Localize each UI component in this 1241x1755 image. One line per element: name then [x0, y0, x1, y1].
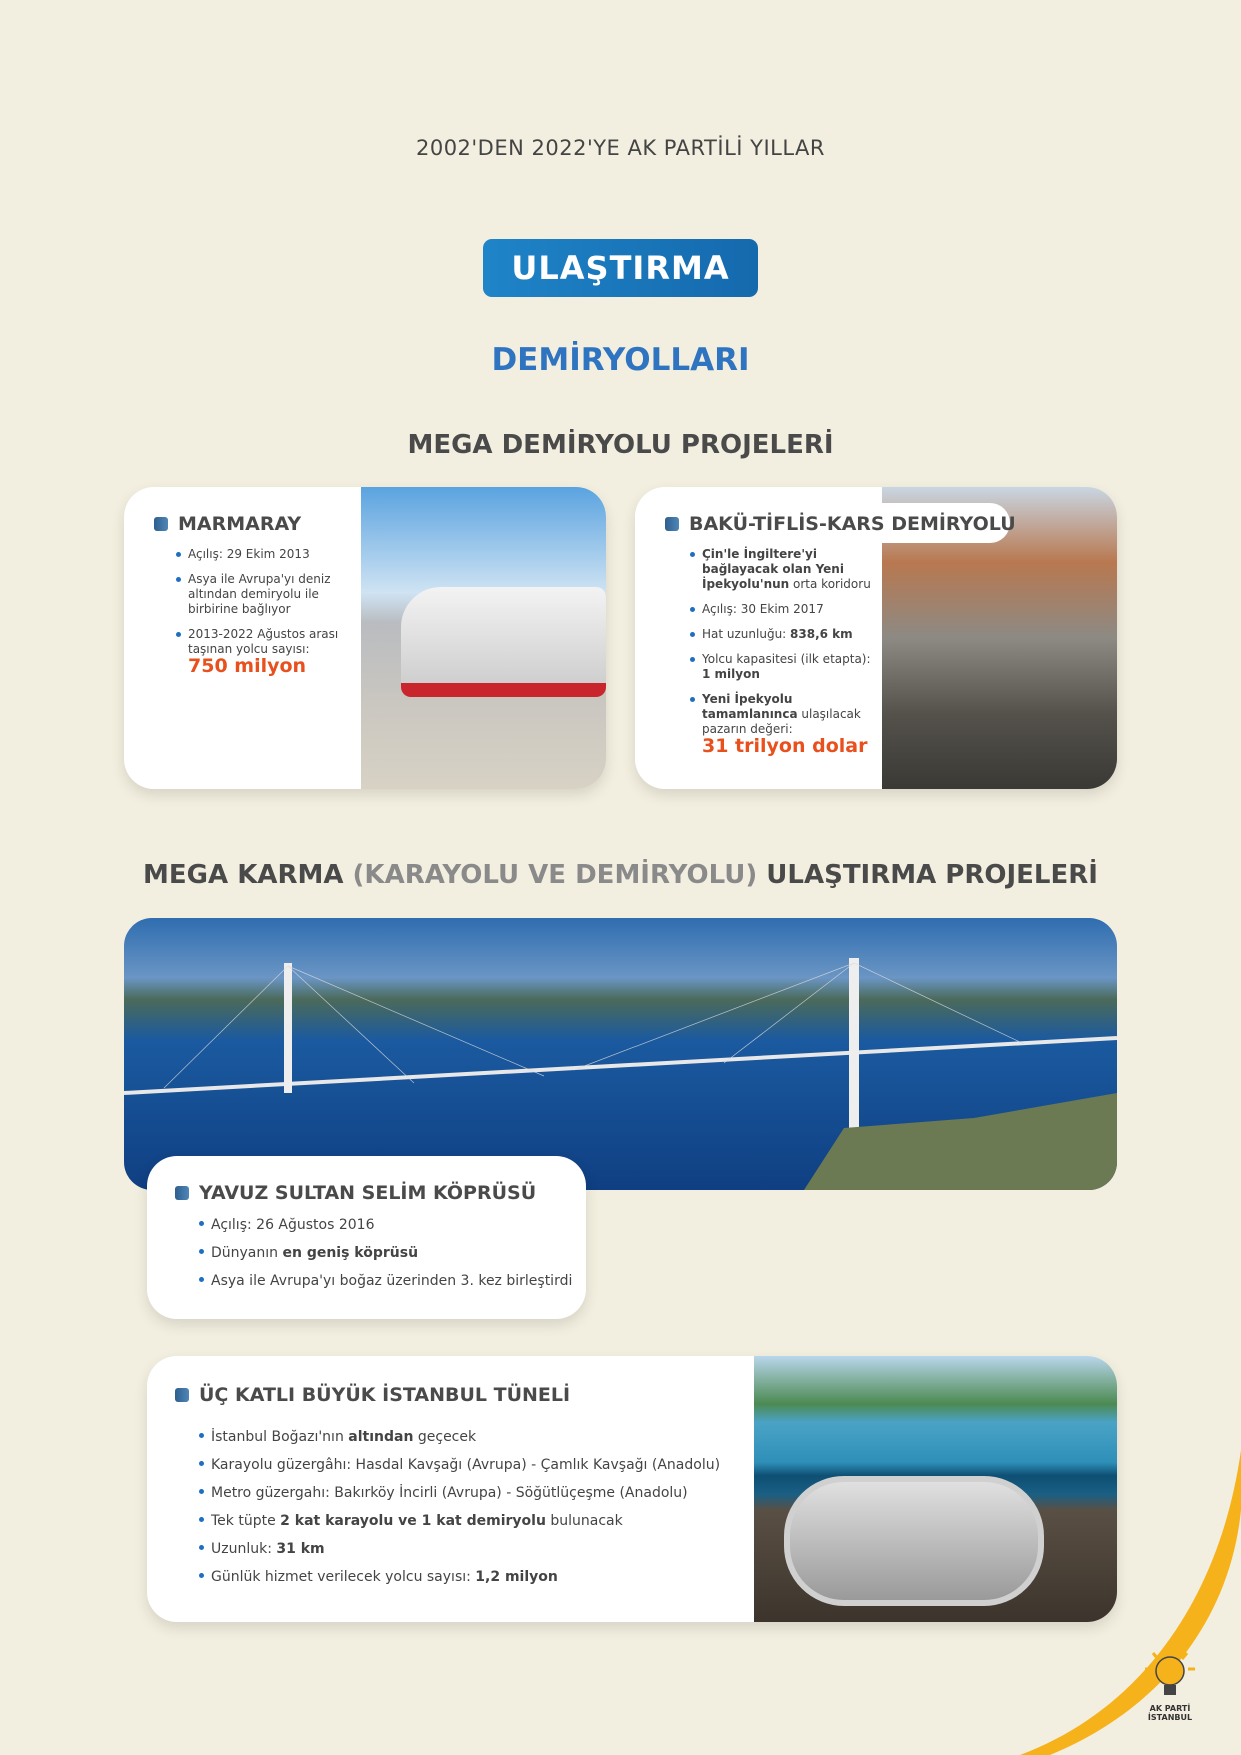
- list-item: Açılış: 26 Ağustos 2016: [199, 1216, 579, 1234]
- list-item: Çin'le İngiltere'yi bağlayacak olan Yeni İpekyolu'nun orta koridoru: [690, 547, 875, 592]
- square-bullet-icon: [154, 517, 168, 531]
- square-bullet-icon: [665, 517, 679, 531]
- list-item: Açılış: 30 Ekim 2017: [690, 602, 875, 617]
- lightbulb-icon: [1145, 1645, 1195, 1700]
- list-item: Yolcu kapasitesi (ilk etapta): 1 milyon: [690, 652, 875, 682]
- list-item: Uzunluk: 31 km: [199, 1540, 759, 1558]
- ak-parti-logo: AK PARTİ İSTANBUL: [1140, 1645, 1200, 1722]
- list-item: Tek tüpte 2 kat karayolu ve 1 kat demiryolu bulunacak: [199, 1512, 759, 1530]
- tunnel-tube: [784, 1476, 1044, 1606]
- tunnel-title: ÜÇ KATLI BÜYÜK İSTANBUL TÜNELİ: [175, 1384, 570, 1406]
- list-item: İstanbul Boğazı'nın altından geçecek: [199, 1428, 759, 1446]
- square-bullet-icon: [175, 1186, 189, 1200]
- section-badge: ULAŞTIRMA: [483, 239, 758, 297]
- yavuz-bridge-photo: [124, 918, 1117, 1190]
- btk-card: [635, 487, 1117, 789]
- list-item: Günlük hizmet verilecek yolcu sayısı: 1,2 milyon: [199, 1568, 759, 1586]
- yavuz-title: YAVUZ SULTAN SELİM KÖPRÜSÜ: [175, 1182, 536, 1204]
- list-item: Asya ile Avrupa'yı boğaz üzerinden 3. kez birleştirdi: [199, 1272, 579, 1290]
- market-value: 31 trilyon dolar: [702, 735, 868, 757]
- square-bullet-icon: [175, 1388, 189, 1402]
- train-shape: [401, 587, 606, 697]
- marmaray-card: [124, 487, 606, 789]
- mega-mixed-heading: MEGA KARMA (KARAYOLU VE DEMİRYOLU) ULAŞTIRMA PROJELERİ: [143, 860, 1098, 890]
- yavuz-card: [147, 1156, 586, 1319]
- list-item: Açılış: 29 Ekim 2013: [176, 547, 346, 562]
- list-item: Yeni İpekyolu tamamlanınca ulaşılacak pazarın değeri: 31 trilyon dolar: [690, 692, 875, 754]
- passenger-count: 750 milyon: [188, 655, 307, 677]
- tunnel-cross-section-photo: [754, 1356, 1117, 1622]
- marmaray-train-photo: [361, 487, 606, 789]
- list-item: Metro güzergahı: Bakırköy İncirli (Avrupa) - Söğütlüçeşme (Anadolu): [199, 1484, 759, 1502]
- list-item: 2013-2022 Ağustos arası taşınan yolcu sayısı: 750 milyon: [176, 627, 346, 674]
- page-subtitle: 2002'DEN 2022'YE AK PARTİLİ YILLAR: [415, 136, 826, 160]
- list-item: Dünyanın en geniş köprüsü: [199, 1244, 579, 1262]
- category-title: DEMİRYOLLARI: [491, 342, 750, 378]
- list-item: Asya ile Avrupa'yı deniz altından demiryolu ile birbirine bağlıyor: [176, 572, 346, 617]
- btk-title: BAKÜ-TİFLİS-KARS DEMİRYOLU: [665, 513, 1016, 535]
- bridge-drawing: [124, 918, 1117, 1190]
- list-item: Karayolu güzergâhı: Hasdal Kavşağı (Avrupa) - Çamlık Kavşağı (Anadolu): [199, 1456, 759, 1474]
- marmaray-title: MARMARAY: [154, 513, 301, 535]
- tunnel-card: [147, 1356, 1117, 1622]
- list-item: Hat uzunluğu: 838,6 km: [690, 627, 875, 642]
- mega-rail-heading: MEGA DEMİRYOLU PROJELERİ: [407, 430, 834, 460]
